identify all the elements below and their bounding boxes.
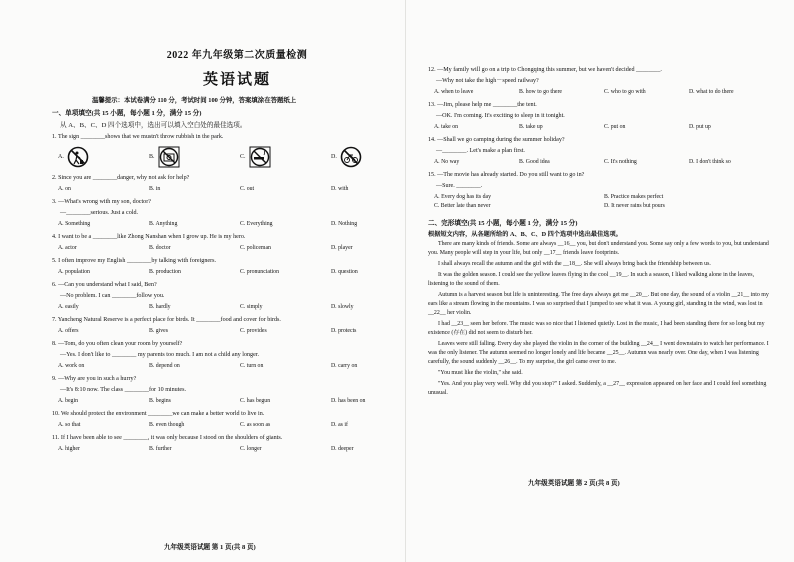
option-a: A. Every dog has its day bbox=[434, 194, 491, 200]
question-dialogue-line: —Why not take the high－speed railway? bbox=[436, 78, 539, 84]
page-footer: 九年级英语试题 第 1 页(共 8 页) bbox=[164, 544, 256, 551]
question-item bbox=[52, 233, 422, 253]
cloze-passage bbox=[428, 240, 774, 398]
option-b: B. Anything bbox=[149, 221, 178, 227]
option-d: D. with bbox=[331, 186, 349, 192]
option-b: B. how to go there bbox=[519, 89, 562, 95]
option-a: A. No way bbox=[434, 159, 460, 165]
option-d: D. It never rains but pours bbox=[604, 203, 665, 209]
option-c: C. longer bbox=[240, 446, 262, 452]
option-a: A. actor bbox=[58, 245, 77, 251]
option-b: B. begins bbox=[149, 398, 171, 404]
question-options bbox=[428, 158, 774, 167]
option-a: A. Something bbox=[58, 221, 91, 227]
question-1 bbox=[52, 133, 422, 142]
option-b: B. production bbox=[149, 269, 181, 275]
option-d: D. slowly bbox=[331, 304, 354, 310]
question-stem: 6. —Can you understand what I said, Ben? bbox=[52, 282, 157, 288]
question-dialogue-line: —No problem. I can ________follow you. bbox=[60, 293, 165, 299]
question-1-options bbox=[52, 144, 422, 170]
exam-tip: 温馨提示：本试卷满分 110 分，考试时间 100 分钟，答案填涂在答题纸上 bbox=[92, 97, 297, 104]
cloze-paragraph: There are many kinds of friends. Some are always __16__ you, but don't understand you. Some say only a few words to you, but understand you. Many people will step in your life, but only __17__ friends leave footprints. bbox=[428, 241, 769, 256]
option-c: C. Everything bbox=[240, 221, 273, 227]
option-d: D. what to do there bbox=[689, 89, 734, 95]
left-page bbox=[52, 0, 422, 551]
question-item bbox=[52, 316, 422, 336]
section2-instructions: 根据短文内容，从各题所给的 A、B、C、D 四个选项中选出最佳选项。 bbox=[428, 231, 622, 238]
question-item bbox=[52, 340, 422, 371]
no-cycling-icon bbox=[340, 146, 362, 168]
question-item bbox=[52, 281, 422, 312]
question-options bbox=[52, 303, 422, 312]
option-b bbox=[149, 146, 240, 168]
exam-title: 2022 年九年级第二次质量检测 bbox=[166, 50, 308, 61]
question-options bbox=[52, 421, 422, 430]
option-d: D. I don't think so bbox=[689, 159, 731, 165]
question-item bbox=[428, 66, 774, 97]
left-question-list bbox=[52, 174, 422, 454]
section2-title: 二、完形填空(共 15 小题，每小题 1 分，满分 15 分) bbox=[428, 220, 578, 227]
question-item bbox=[428, 136, 774, 167]
question-stem: 13. —Jim, please help me ________the tent. bbox=[428, 102, 537, 108]
option-c: C. who to go with bbox=[604, 89, 646, 95]
option-d bbox=[331, 146, 422, 168]
option-c: C. provides bbox=[240, 328, 267, 334]
question-options bbox=[52, 362, 422, 371]
question-dialogue-line: —Yes. I don't like to ________ my parents too much. I am not a child any longer. bbox=[60, 352, 260, 358]
question-item bbox=[52, 434, 422, 454]
question-item bbox=[52, 174, 422, 194]
question-options bbox=[52, 244, 422, 253]
option-c: C. pronunciation bbox=[240, 269, 279, 275]
option-d: D. carry on bbox=[331, 363, 358, 369]
option-a: A. easily bbox=[58, 304, 79, 310]
cloze-paragraph: It was the golden season. I could see the yellow leaves flying in the cool __19__. In such a season, I liked walking alone in the leaves, listening to the sound of them. bbox=[428, 272, 755, 287]
option-d: D. protects bbox=[331, 328, 357, 334]
option-a: A. so that bbox=[58, 422, 81, 428]
option-a: A. take on bbox=[434, 124, 458, 130]
cloze-paragraph: I shall always recall the autumn and the girl with the __18__. She will always bring back the friendship between us. bbox=[438, 261, 711, 267]
question-item bbox=[52, 375, 422, 406]
option-c: C. Better late than never bbox=[434, 203, 491, 209]
option-c: C. simply bbox=[240, 304, 263, 310]
subject-title: 英语试题 bbox=[202, 72, 271, 88]
option-b: B. doctor bbox=[149, 245, 171, 251]
question-stem: 11. If I have been able to see ________, it was only because I stood on the shoulders of giants. bbox=[52, 435, 283, 441]
question-options bbox=[428, 193, 774, 211]
question-options bbox=[52, 268, 422, 277]
option-c: C. put on bbox=[604, 124, 626, 130]
option-d: D. has been on bbox=[331, 398, 366, 404]
question-options bbox=[52, 397, 422, 406]
option-b: B. even though bbox=[149, 422, 185, 428]
question-stem: 10. We should protect the environment ________we can make a better world to live in. bbox=[52, 411, 265, 417]
question-stem: 1. The sign ________shows that we mustn't throw rubbish in the park. bbox=[52, 134, 224, 140]
question-item bbox=[52, 257, 422, 277]
question-dialogue-line: —OK. I'm coming. It's exciting to sleep in it tonight. bbox=[436, 113, 565, 119]
option-d: D. put up bbox=[689, 124, 711, 130]
option-letter: B. bbox=[149, 154, 155, 160]
cloze-paragraph: "You must like the violin," she said. bbox=[438, 370, 523, 376]
option-b: B. take up bbox=[519, 124, 543, 130]
question-dialogue-line: —________. Let's make a plan first. bbox=[436, 148, 525, 154]
no-photography-icon bbox=[158, 146, 180, 168]
cloze-paragraph: "Yes. And you play very well. Why did you stop?" I asked. Suddenly, a __27__ expression appeared on her face and I could feel something unusual. bbox=[428, 381, 767, 396]
question-dialogue-line: —It's 8:10 now. The class ________for 10 minutes. bbox=[60, 387, 187, 393]
question-stem: 8. —Tom, do you often clean your room by yourself? bbox=[52, 341, 183, 347]
question-item bbox=[52, 198, 422, 229]
option-a: A. begin bbox=[58, 398, 78, 404]
option-a: A. offers bbox=[58, 328, 79, 334]
question-stem: 14. —Shall we go camping during the summer holiday? bbox=[428, 137, 565, 143]
question-options bbox=[52, 220, 422, 229]
question-options bbox=[52, 445, 422, 454]
option-letter: C. bbox=[240, 154, 246, 160]
option-d: D. player bbox=[331, 245, 353, 251]
option-b: B. Practice makes perfect bbox=[604, 194, 664, 200]
option-c: C. policeman bbox=[240, 245, 271, 251]
section1-instructions: 从 A、B、C、D 四个选项中，选出可以填入空白处的最佳选项。 bbox=[60, 122, 247, 129]
option-c: C. It's nothing bbox=[604, 159, 637, 165]
cloze-paragraph: Autumn is a harvest season but life is uninteresting. The free days always get me __20__. But one day, the sound of a violin __21__ into my ears like a stream flowing in the mountains. I was so surprised that I jumped to see what it was. A young girl, standing in the wind, was lost in __22__ her violin. bbox=[428, 292, 769, 316]
no-smoking-icon bbox=[249, 146, 271, 168]
question-stem: 3. —What's wrong with my son, doctor? bbox=[52, 199, 151, 205]
right-question-list bbox=[428, 66, 774, 211]
option-d: D. Nothing bbox=[331, 221, 358, 227]
question-stem: 2. Since you are ________danger, why not ask for help? bbox=[52, 175, 190, 181]
option-b: B. hardly bbox=[149, 304, 171, 310]
question-options bbox=[52, 185, 422, 194]
option-a: A. on bbox=[58, 186, 71, 192]
question-stem: 9. —Why are you in such a hurry? bbox=[52, 376, 137, 382]
option-b: B. in bbox=[149, 186, 161, 192]
question-stem: 7. Yancheng Natural Reserve is a perfect place for birds. It ________food and cover for birds. bbox=[52, 317, 281, 323]
question-stem: 5. I often improve my English ________by talking with foreigners. bbox=[52, 258, 216, 264]
option-a: A. population bbox=[58, 269, 90, 275]
question-options bbox=[52, 327, 422, 336]
section1-title: 一、单项填空(共 15 小题，每小题 1 分，满分 15 分) bbox=[52, 110, 202, 117]
question-options bbox=[428, 88, 774, 97]
cloze-paragraph: Leaves were still falling. Every day she played the violin in the corner of the building __24__ I went downstairs to watch her performance. I was the only listener. The autumn seemed no longer lonely and life became __25__. Autumn was nearly over. One day, when I was listening carefully, the sound suddenly __26__. To my surprise, the girl came over to me. bbox=[428, 341, 769, 365]
page-footer: 九年级英语试题 第 2 页(共 8 页) bbox=[528, 480, 620, 487]
option-d: D. question bbox=[331, 269, 358, 275]
option-a: A. when to leave bbox=[434, 89, 474, 95]
option-c: C. turn on bbox=[240, 363, 264, 369]
option-b: B. gives bbox=[149, 328, 169, 334]
question-item bbox=[52, 410, 422, 430]
question-dialogue-line: —Sure. ________. bbox=[436, 183, 483, 189]
right-page bbox=[428, 0, 774, 487]
option-d: D. as if bbox=[331, 422, 348, 428]
question-stem: 15. —The movie has already started. Do you still want to go in? bbox=[428, 172, 585, 178]
option-letter: A. bbox=[58, 154, 64, 160]
option-b: B. further bbox=[149, 446, 172, 452]
option-c: C. out bbox=[240, 186, 255, 192]
option-a bbox=[58, 146, 149, 168]
question-dialogue-line: —________serious. Just a cold. bbox=[60, 210, 139, 216]
option-b: B. depend on bbox=[149, 363, 180, 369]
question-options bbox=[428, 123, 774, 132]
question-item bbox=[428, 101, 774, 132]
no-littering-icon bbox=[67, 146, 89, 168]
option-letter: D. bbox=[331, 154, 337, 160]
question-stem: 4. I want to be a ________like Zhong Nanshan when I grow up. He is my hero. bbox=[52, 234, 246, 240]
option-c bbox=[240, 146, 331, 168]
option-c: C. as soon as bbox=[240, 422, 271, 428]
option-a: A. higher bbox=[58, 446, 80, 452]
option-b: B. Good idea bbox=[519, 159, 550, 165]
option-a: A. work on bbox=[58, 363, 85, 369]
option-c: C. has begun bbox=[240, 398, 271, 404]
cloze-paragraph: I had __23__ seen her before. The music was so nice that I listened quietly. Lost in the music, I had been standing there for so long but my existence (存在) did not seem to disturb her. bbox=[428, 321, 765, 336]
question-item bbox=[428, 171, 774, 211]
question-stem: 12. —My family will go on a trip to Chongqing this summer, but we haven't decided ________. bbox=[428, 67, 662, 73]
option-d: D. deeper bbox=[331, 446, 354, 452]
